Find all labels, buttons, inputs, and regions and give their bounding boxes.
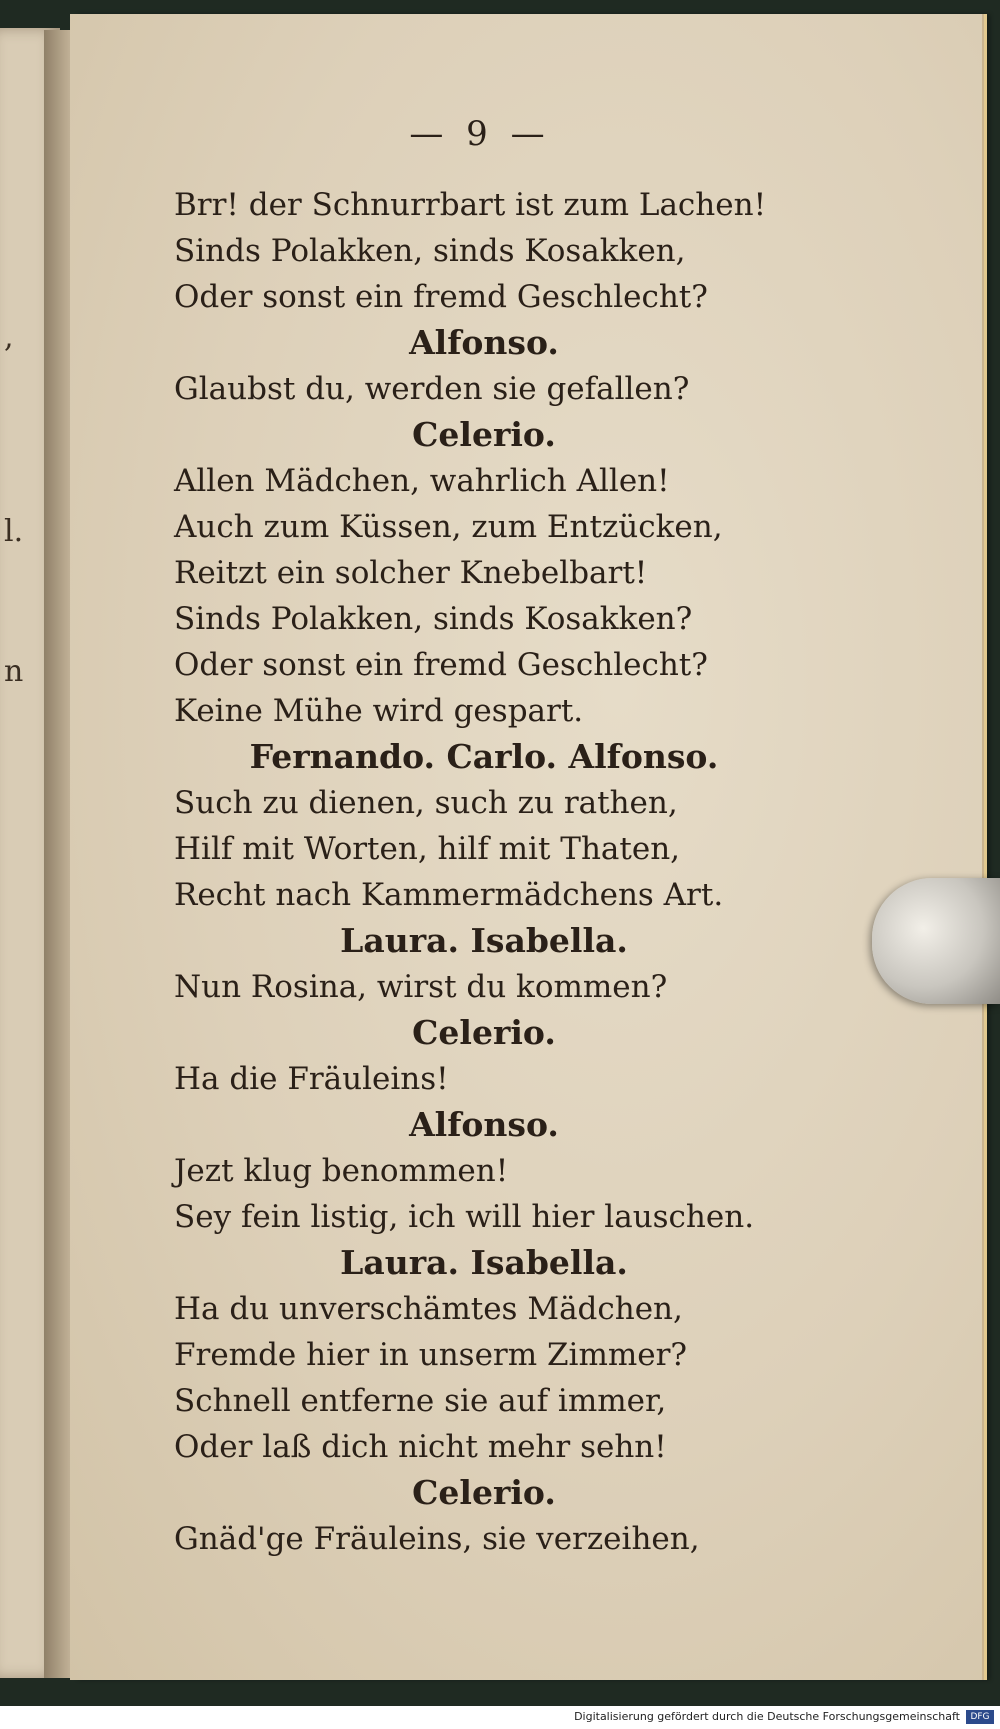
verse-line: Reitzt ein solcher Knebelbart!: [174, 555, 648, 591]
verse-line: Jezt klug benommen!: [174, 1153, 509, 1189]
verse-line: Schnell entferne sie auf immer,: [174, 1383, 667, 1419]
verse-line: Ha die Fräuleins!: [174, 1061, 449, 1097]
verse-line: Brr! der Schnurrbart ist zum Lachen!: [174, 187, 767, 223]
book-clip: [872, 878, 1000, 1004]
speaker-name: Celerio.: [412, 415, 556, 454]
speaker-name: Celerio.: [412, 1013, 556, 1052]
left-page-mark: n: [4, 654, 24, 689]
verse-line: Glaubst du, werden sie gefallen?: [174, 371, 690, 407]
verse-line: Such zu dienen, such zu rathen,: [174, 785, 678, 821]
verse-line: Auch zum Küssen, zum Entzücken,: [174, 509, 723, 545]
verse-line: Allen Mädchen, wahrlich Allen!: [174, 463, 670, 499]
verse-line: Sinds Polakken, sinds Kosakken,: [174, 233, 686, 269]
left-page-mark: l.: [4, 514, 24, 549]
page-text: [174, 182, 794, 1562]
page-number: — 9 —: [409, 114, 551, 154]
verse-line: Oder laß dich nicht mehr sehn!: [174, 1429, 667, 1465]
speaker-name: Laura. Isabella.: [340, 921, 628, 960]
verse-line: Oder sonst ein fremd Geschlecht?: [174, 279, 708, 315]
verse-line: Hilf mit Worten, hilf mit Thaten,: [174, 831, 681, 867]
verse-line: Oder sonst ein fremd Geschlecht?: [174, 647, 708, 683]
dfg-logo: DFG: [966, 1710, 994, 1724]
verse-line: Sey fein listig, ich will hier lauschen.: [174, 1199, 755, 1235]
verse-line: Nun Rosina, wirst du kommen?: [174, 969, 668, 1005]
verse-line: Fremde hier in unserm Zimmer?: [174, 1337, 688, 1373]
verse-line: Ha du unverschämtes Mädchen,: [174, 1291, 683, 1327]
left-page-mark: ,: [4, 320, 14, 355]
speaker-name: Alfonso.: [409, 1105, 559, 1144]
speaker-name: Celerio.: [412, 1473, 556, 1512]
speaker-name: Fernando. Carlo. Alfonso.: [249, 737, 719, 776]
speaker-name: Laura. Isabella.: [340, 1243, 628, 1282]
speaker-name: Alfonso.: [409, 323, 559, 362]
verse-line: Keine Mühe wird gespart.: [174, 693, 584, 729]
verse-line: Sinds Polakken, sinds Kosakken?: [174, 601, 693, 637]
book-page: [70, 14, 982, 1680]
verse-line: Recht nach Kammermädchens Art.: [174, 877, 724, 913]
verse-line: Gnäd'ge Fräuleins, sie verzeihen,: [174, 1521, 700, 1557]
footer-credit: Digitalisierung gefördert durch die Deutsche Forschungsgemeinschaft: [574, 1710, 960, 1723]
